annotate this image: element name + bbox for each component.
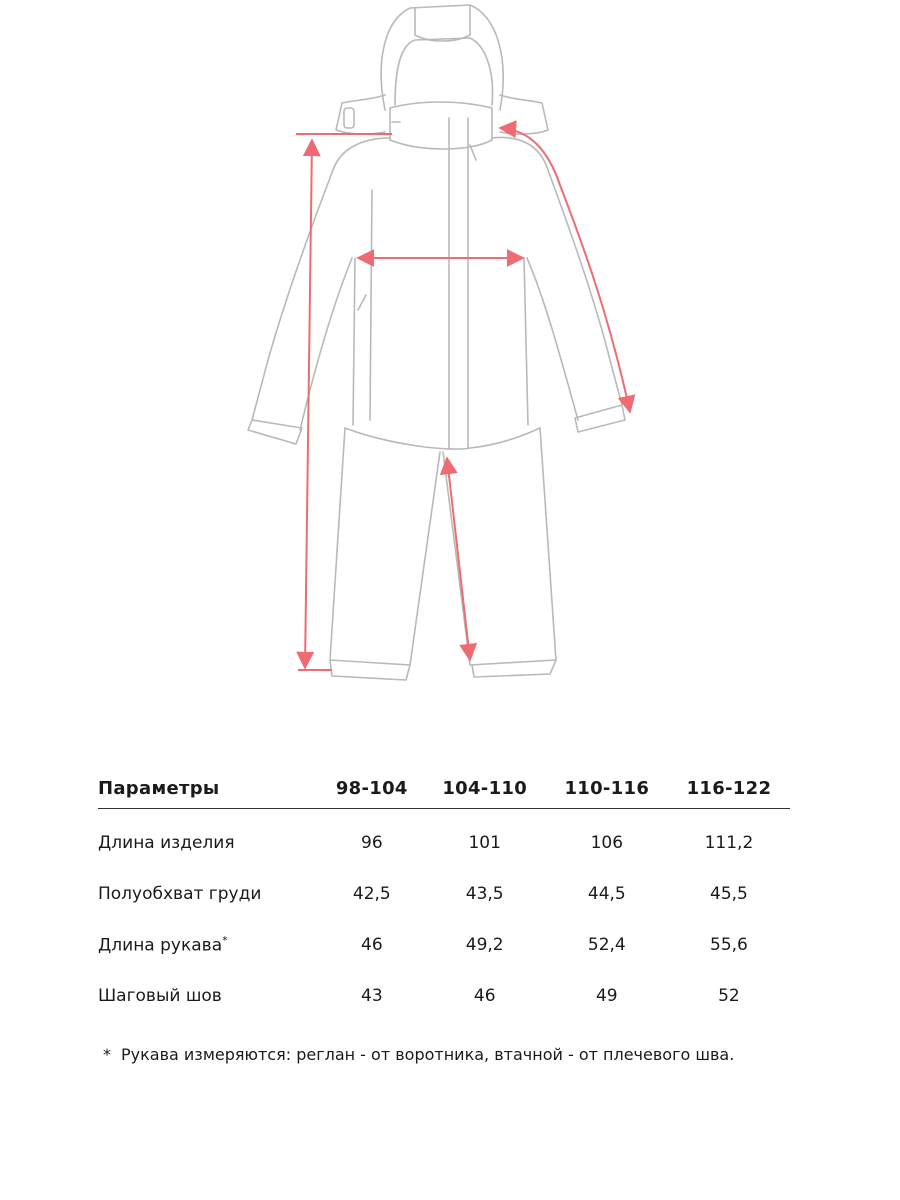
size-chart-table xyxy=(98,768,790,1021)
table-cell: 45,5 xyxy=(710,883,748,904)
parameters-header: Параметры xyxy=(98,768,320,809)
table-header-row xyxy=(98,768,790,809)
jacket-hem xyxy=(345,428,540,449)
table-cell: 111,2 xyxy=(704,832,754,853)
overalls-outline xyxy=(248,5,625,680)
table-row xyxy=(98,809,790,869)
right-cuff xyxy=(575,405,625,432)
table-cell: 43,5 xyxy=(465,883,504,904)
size-header: 98-104 xyxy=(320,768,424,809)
size-header: 104-110 xyxy=(424,768,546,809)
inseam-arrow xyxy=(447,458,470,660)
collar xyxy=(390,102,492,149)
hood-top-panel xyxy=(415,5,470,41)
table-cell: 52,4 xyxy=(587,934,626,955)
table-row xyxy=(98,868,790,919)
table-cell: 46 xyxy=(473,985,496,1006)
table-cell: 101 xyxy=(468,832,501,853)
table-cell: 49,2 xyxy=(465,934,504,955)
hood-outline xyxy=(381,5,503,110)
row-label: Длина изделия xyxy=(98,832,235,853)
table-cell: 55,6 xyxy=(710,934,748,955)
table-cell: 49 xyxy=(595,985,618,1006)
table-cell: 42,5 xyxy=(352,883,391,904)
flap-snap-left xyxy=(344,108,354,128)
trouser-left xyxy=(330,428,440,665)
table-cell: 106 xyxy=(590,832,624,853)
table-cell: 46 xyxy=(361,934,383,955)
chest-pocket xyxy=(370,190,372,420)
table-row xyxy=(98,970,790,1021)
row-label: Полуобхват груди xyxy=(98,883,262,904)
left-cuff xyxy=(248,420,302,444)
jacket-left-side xyxy=(252,138,390,420)
footnote-marker: * xyxy=(103,1045,111,1064)
size-header: 110-116 xyxy=(546,768,668,809)
table-cell: 52 xyxy=(718,985,740,1006)
footnote-text: Рукава измеряются: реглан - от воротника, втачной - от плечевого шва. xyxy=(121,1045,735,1064)
table-row xyxy=(98,919,790,970)
row-label: Длина рукава xyxy=(98,935,223,956)
size-header: 116-122 xyxy=(668,768,790,809)
table-cell: 96 xyxy=(361,832,383,853)
table-cell: 44,5 xyxy=(587,883,626,904)
trouser-right xyxy=(443,428,556,665)
footnote xyxy=(103,1045,734,1064)
hood-inner xyxy=(395,38,493,105)
front-zipper xyxy=(449,118,468,448)
row-label-cell xyxy=(98,919,320,970)
footnote-marker: * xyxy=(222,933,228,947)
table-cell: 43 xyxy=(361,985,383,1006)
row-label: Шаговый шов xyxy=(98,985,222,1006)
sleeve-length-arrow xyxy=(500,128,630,412)
measurement-arrows xyxy=(296,128,630,670)
